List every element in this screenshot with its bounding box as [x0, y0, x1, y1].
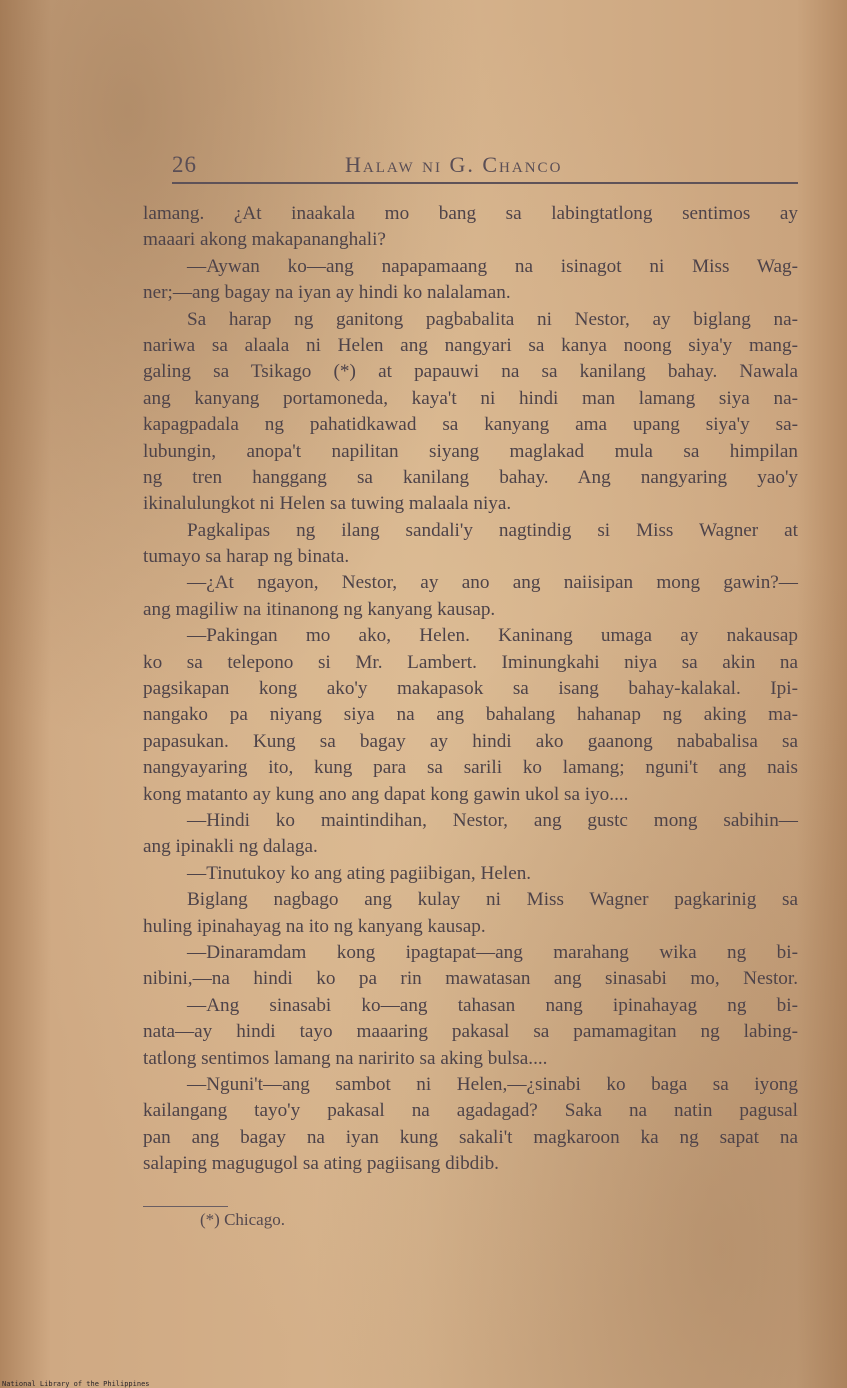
text-line: nariwa sa alaala ni Helen ang nangyari sa kanya noong siya'y mang-	[143, 334, 798, 356]
text-line: —Hindi ko maintindihan, Nestor, ang gustc mong sabihin—	[187, 809, 798, 831]
running-head	[172, 152, 798, 184]
text-line: ang magiliw na itinanong ng kanyang kausap.	[143, 598, 496, 620]
text-line: ner;—ang bagay na iyan ay hindi ko nalalaman.	[143, 282, 511, 304]
text-line: salaping magugugol sa ating pagiisang dibdib.	[143, 1153, 499, 1175]
text-line: ang ipinakli ng dalaga.	[143, 836, 318, 858]
text-line: pan ang bagay na iyan kung sakali't magkaroon ka ng sapat na	[143, 1126, 798, 1148]
text-line: ikinalulungkot ni Helen sa tuwing malaala niya.	[143, 493, 512, 515]
header-rule	[172, 182, 798, 184]
text-line: Pagkalipas ng ilang sandali'y nagtindig si Miss Wagner at	[187, 519, 798, 541]
footnote-rule	[143, 1206, 228, 1207]
text-line: —Aywan ko—ang napapamaang na isinagot ni Miss Wag-	[187, 255, 798, 277]
text-line: ng tren hanggang sa kanilang bahay. Ang nangyaring yao'y	[143, 466, 798, 488]
running-title: Halaw ni G. Chanco	[345, 152, 563, 177]
text-line: —Ang sinasabi ko—ang tahasan nang ipinahayag ng bi-	[187, 994, 798, 1016]
library-watermark: National Library of the Philippines	[2, 1380, 150, 1388]
footnote: (*) Chicago.	[200, 1210, 285, 1229]
page-number: 26	[172, 152, 197, 177]
text-line: tatlong sentimos lamang na naririto sa aking bulsa....	[143, 1047, 548, 1069]
text-line: —Tinutukoy ko ang ating pagiibigan, Helen.	[187, 862, 532, 884]
text-line: kapagpadala ng pahatidkawad sa kanyang ama upang siya'y sa-	[143, 414, 798, 436]
text-line: Biglang nagbago ang kulay ni Miss Wagner pagkarinig sa	[187, 889, 798, 911]
text-line: Sa harap ng ganitong pagbabalita ni Nestor, ay biglang na-	[187, 308, 798, 330]
text-line: ko sa telepono si Mr. Lambert. Iminungkahi niya sa akin na	[143, 651, 798, 673]
text-line: nangyayaring ito, kung para sa sarili ko lamang; nguni't ang nais	[143, 757, 798, 779]
text-line: kong matanto ay kung ano ang dapat kong gawin ukol sa iyo....	[143, 783, 629, 805]
text-line: —Pakingan mo ako, Helen. Kaninang umaga ay nakausap	[187, 625, 798, 647]
text-line: —¿At ngayon, Nestor, ay ano ang naiisipan mong gawin?—	[187, 572, 798, 594]
text-line: nangako pa niyang siya na ang bahalang hahanap ng aking ma-	[143, 704, 798, 726]
text-line: lubungin, anopa't napilitan siyang maglakad mula sa himpilan	[143, 440, 798, 462]
text-line: nata—ay hindi tayo maaaring pakasal sa pamamagitan ng labing-	[143, 1021, 798, 1043]
text-line: ang kanyang portamoneda, kaya't ni hindi man lamang siya na-	[143, 387, 798, 409]
text-line: lamang. ¿At inaakala mo bang sa labingtatlong sentimos ay	[143, 203, 798, 224]
text-line: maaari akong makapananghali?	[143, 229, 386, 251]
text-line: galing sa Tsikago (*) at papauwi na sa kanilang bahay. Nawala	[143, 361, 798, 383]
text-line: —Nguni't—ang sambot ni Helen,—¿sinabi ko baga sa iyong	[187, 1073, 798, 1095]
body-text	[143, 201, 798, 1177]
text-line: papasukan. Kung sa bagay ay hindi ako gaanong nababalisa sa	[143, 730, 798, 752]
text-line: tumayo sa harap ng binata.	[143, 546, 350, 568]
text-line: nibini,—na hindi ko pa rin mawatasan ang sinasabi mo, Nestor.	[143, 968, 798, 990]
text-line: —Dinaramdam kong ipagtapat—ang marahang wika ng bi-	[187, 941, 798, 963]
text-line: pagsikapan kong ako'y makapasok sa isang bahay-kalakal. Ipi-	[143, 678, 798, 700]
text-line: huling ipinahayag na ito ng kanyang kausap.	[143, 915, 486, 937]
text-line: kailangang tayo'y pakasal na agadagad? Saka na natin pagusal	[143, 1100, 798, 1122]
